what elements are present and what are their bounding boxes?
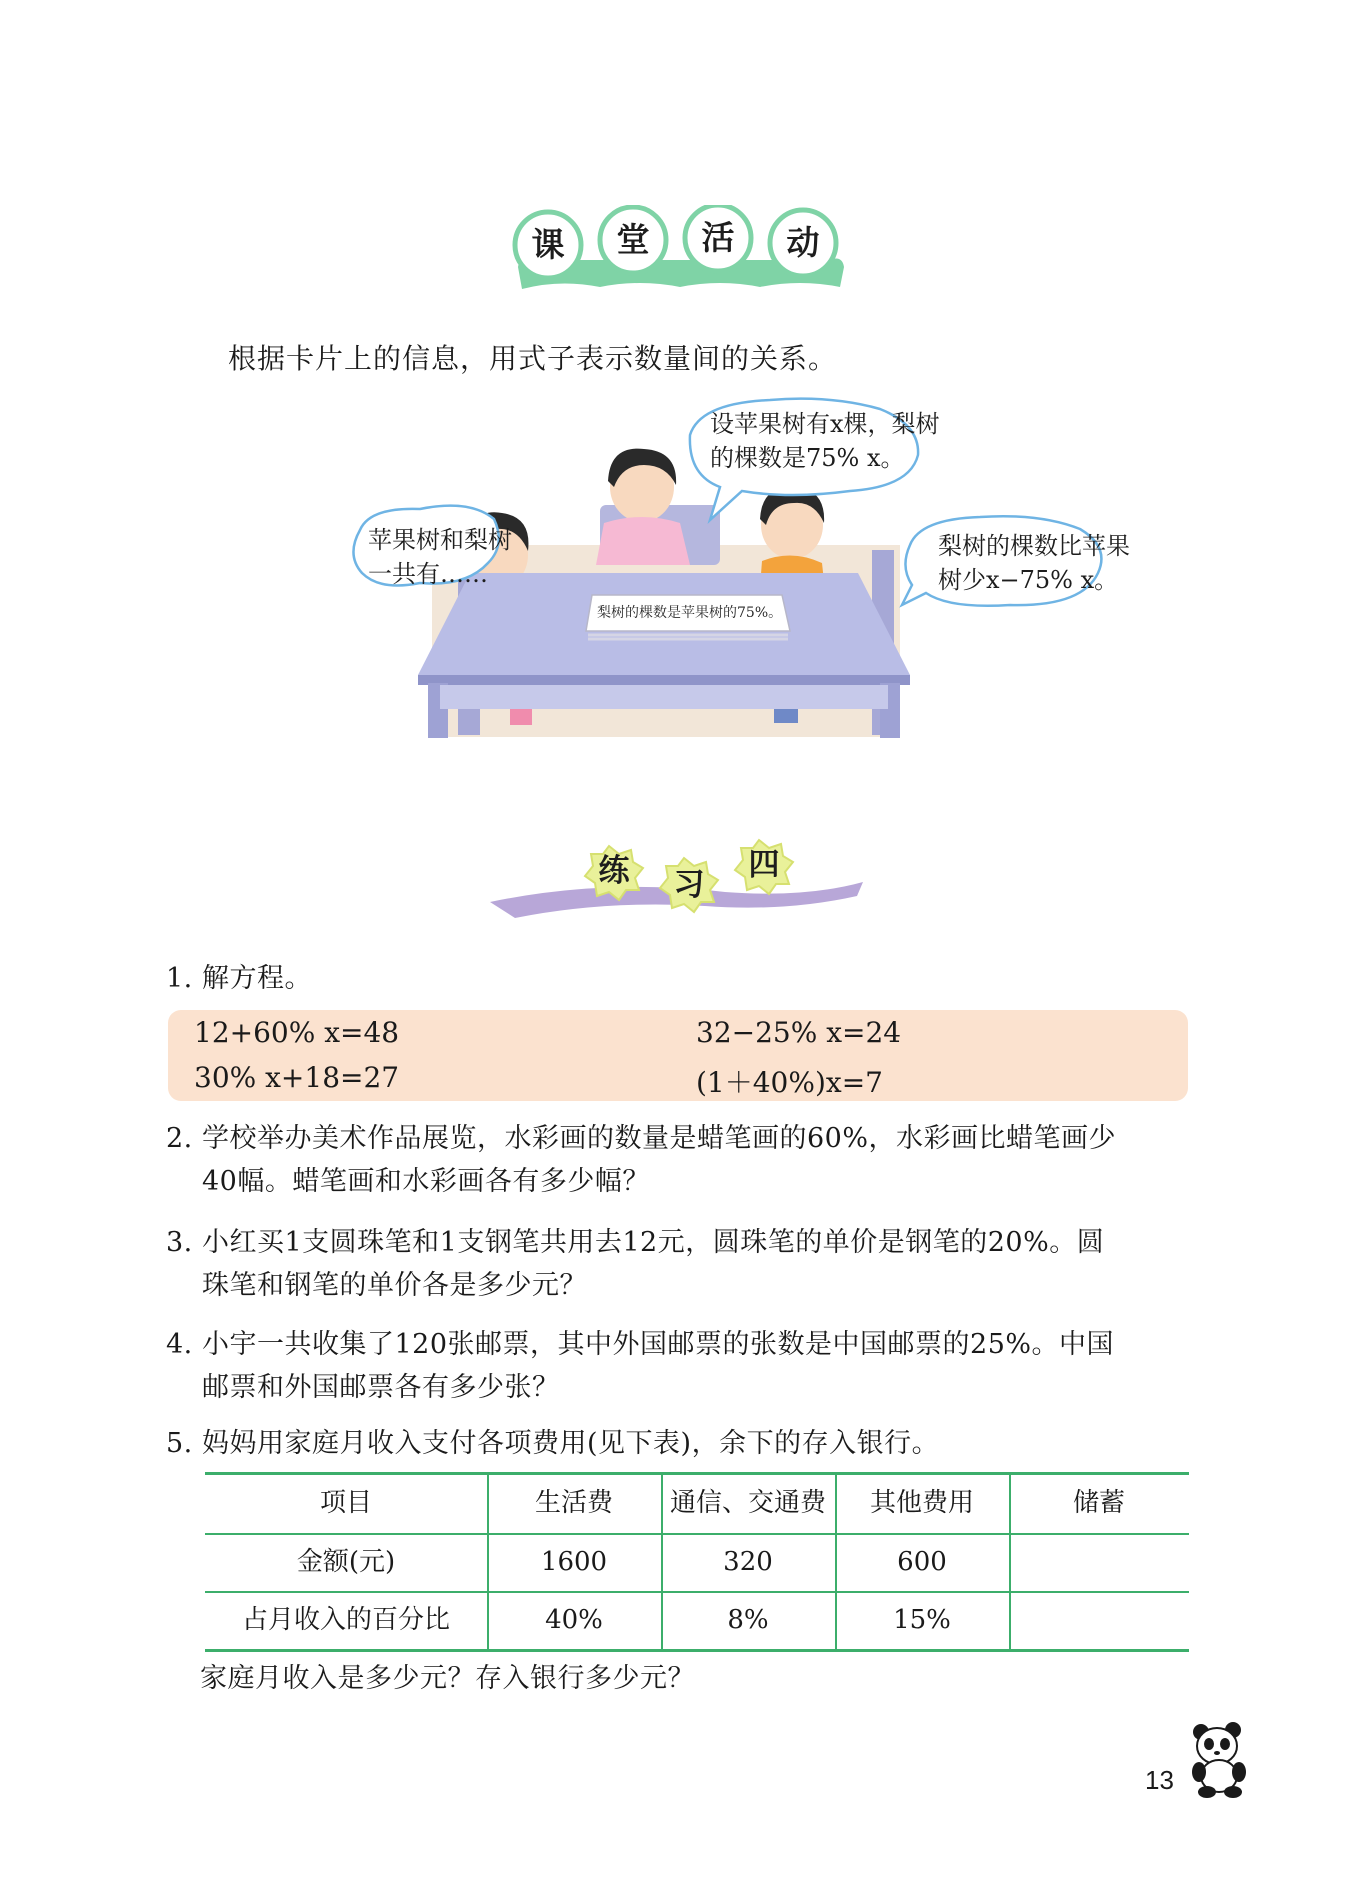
heading-char: 四 bbox=[748, 847, 780, 883]
expense-table bbox=[205, 1472, 1189, 1652]
question-number: 3. bbox=[166, 1227, 193, 1258]
page-number: 13 bbox=[1145, 1765, 1174, 1795]
table-cell: 40% bbox=[545, 1605, 603, 1635]
activity-heading bbox=[500, 205, 860, 300]
question-number: 4. bbox=[166, 1329, 193, 1360]
equations-box bbox=[168, 1010, 1188, 1101]
activity-intro: 根据卡片上的信息，用式子表示数量间的关系。 bbox=[228, 342, 838, 375]
table-header-cell: 其他费用 bbox=[869, 1488, 974, 1518]
illustration-children-at-table bbox=[270, 395, 1170, 740]
table-cell: 8% bbox=[727, 1605, 769, 1635]
table-cell-empty bbox=[1009, 1592, 1189, 1648]
exercise-heading bbox=[485, 820, 885, 930]
heading-char: 活 bbox=[701, 218, 735, 257]
question-text: 解方程。 bbox=[202, 963, 312, 994]
question-text-line: 40幅。蜡笔画和水彩画各有多少幅？ bbox=[202, 1166, 650, 1197]
info-card-text: 梨树的棵数是苹果树的75%。 bbox=[597, 605, 783, 621]
table-cell: 占月收入的百分比 bbox=[241, 1605, 450, 1635]
table-cell: 600 bbox=[897, 1547, 947, 1577]
question-text-line: 珠笔和钢笔的单价各是多少元？ bbox=[202, 1270, 587, 1301]
heading-char: 练 bbox=[598, 853, 630, 889]
question-text-line: 学校举办美术作品展览，水彩画的数量是蜡笔画的60%，水彩画比蜡笔画少 bbox=[202, 1123, 1117, 1154]
heading-char: 堂 bbox=[616, 220, 650, 259]
table-cell: 1600 bbox=[540, 1547, 608, 1577]
table-rule bbox=[205, 1649, 1189, 1652]
question-number: 5. bbox=[166, 1428, 193, 1459]
question-number: 2. bbox=[166, 1123, 193, 1154]
table-header-cell: 通信、交通费 bbox=[669, 1488, 826, 1518]
question-text-line: 邮票和外国邮票各有多少张？ bbox=[202, 1372, 560, 1403]
question-5 bbox=[166, 1422, 1191, 1465]
bubble-left-text: 苹果树和梨树 一共有…… bbox=[368, 526, 512, 588]
equation: 32−25% x=24 bbox=[696, 1016, 902, 1049]
question-5-followup: 家庭月收入是多少元？存入银行多少元？ bbox=[200, 1663, 695, 1694]
heading-char: 课 bbox=[531, 225, 565, 264]
heading-char: 习 bbox=[673, 867, 705, 903]
question-text-line: 小红买1支圆珠笔和1支钢笔共用去12元，圆珠笔的单价是钢笔的20%。圆 bbox=[202, 1227, 1105, 1258]
table-cell: 320 bbox=[723, 1547, 773, 1577]
question-number: 1. bbox=[166, 963, 193, 994]
question-4 bbox=[166, 1323, 1191, 1409]
bubble-right-text: 梨树的棵数比苹果 树少x−75% x。 bbox=[938, 532, 1130, 594]
bubble-top-text: 设苹果树有x棵，梨树 的棵数是75% x。 bbox=[710, 410, 940, 472]
equation: 30% x+18=27 bbox=[194, 1061, 400, 1094]
equation: 12+60% x=48 bbox=[194, 1016, 400, 1049]
question-text: 妈妈用家庭月收入支付各项费用(见下表)，余下的存入银行。 bbox=[202, 1428, 940, 1459]
question-1 bbox=[166, 957, 1191, 1000]
question-text-line: 小宇一共收集了120张邮票，其中外国邮票的张数是中国邮票的25%。中国 bbox=[202, 1329, 1115, 1360]
table-header-cell: 储蓄 bbox=[1072, 1488, 1125, 1518]
equation: (1＋40%)x=7 bbox=[696, 1066, 883, 1099]
question-2 bbox=[166, 1117, 1191, 1203]
heading-char: 动 bbox=[786, 223, 820, 262]
table-header-cell: 项目 bbox=[319, 1488, 372, 1518]
table-cell-empty bbox=[1009, 1534, 1189, 1590]
table-cell: 金额(元) bbox=[296, 1547, 396, 1577]
panda-icon bbox=[1185, 1720, 1255, 1804]
table-header-cell: 生活费 bbox=[534, 1488, 613, 1518]
table-cell: 15% bbox=[893, 1605, 951, 1635]
question-3 bbox=[166, 1221, 1191, 1307]
